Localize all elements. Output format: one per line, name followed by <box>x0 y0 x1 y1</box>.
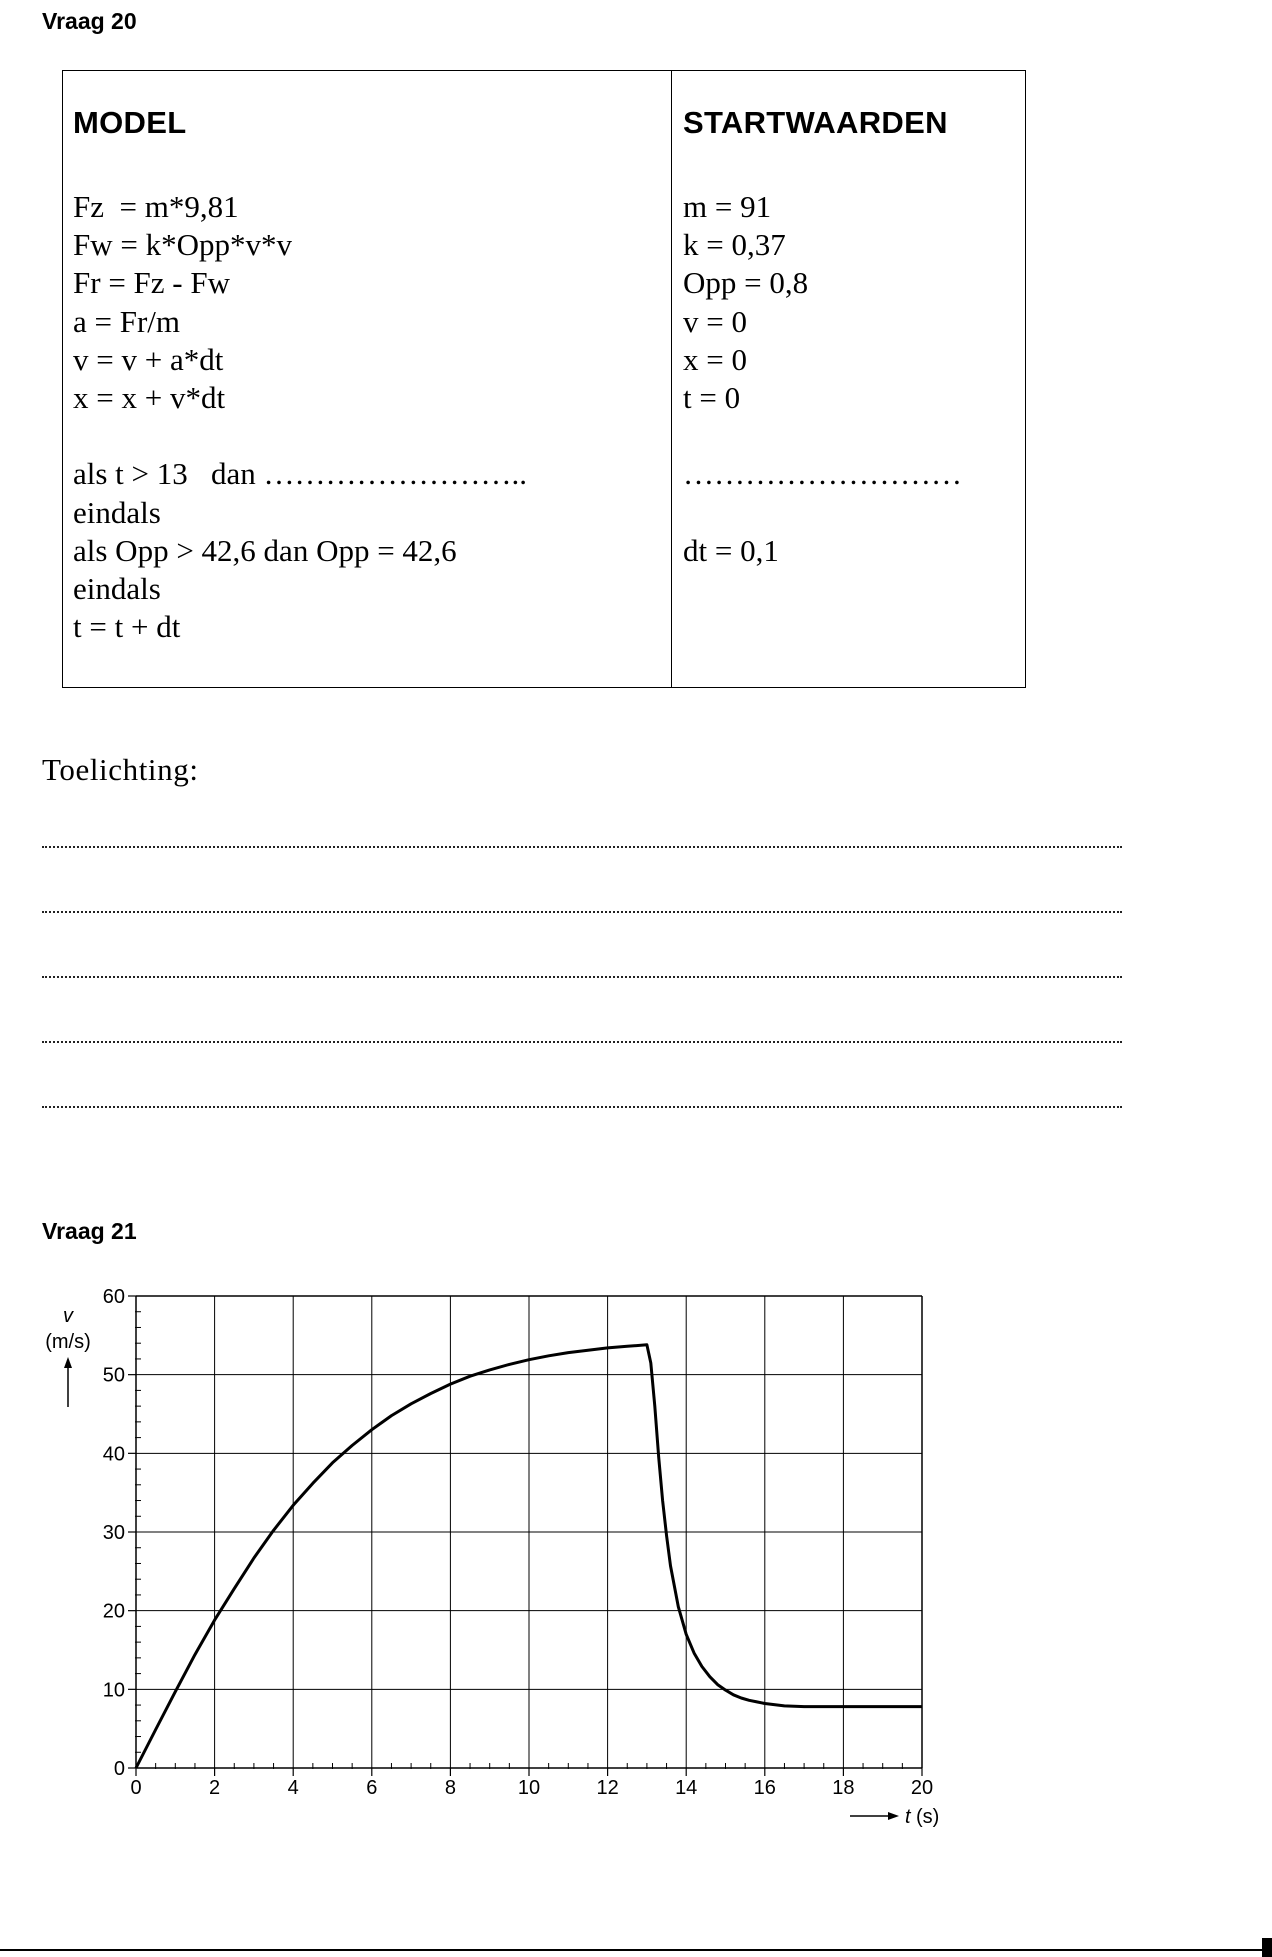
model-code-lines <box>73 188 527 646</box>
answer-line[interactable] <box>42 976 1122 978</box>
model-line: Fr = Fz - Fw <box>73 265 230 301</box>
y-tick-label: 30 <box>102 1522 125 1544</box>
page-corner-mark <box>1262 1938 1272 1957</box>
start-values-column-header: STARTWAARDEN <box>683 105 948 140</box>
model-line: Fz = m*9,81 <box>73 189 239 224</box>
x-tick-label: 12 <box>596 1777 619 1799</box>
x-tick-label: 20 <box>910 1777 934 1799</box>
start-value-line: t = 0 <box>683 379 741 415</box>
start-value-line <box>683 417 962 455</box>
model-line: eindals <box>73 570 161 606</box>
x-tick-label: 18 <box>832 1777 855 1799</box>
model-column-header: MODEL <box>73 105 187 140</box>
model-table <box>62 70 1026 688</box>
y-tick-label: 50 <box>102 1364 125 1387</box>
x-axis-arrow-icon <box>850 1812 899 1820</box>
question-20-heading: Vraag 20 <box>42 8 137 34</box>
answer-line[interactable] <box>42 911 1122 913</box>
x-tick-label: 10 <box>517 1777 541 1799</box>
model-line: x = x + v*dt <box>73 379 226 415</box>
start-value-line: k = 0,37 <box>683 227 786 263</box>
y-axis-arrow-icon <box>64 1357 72 1407</box>
column-divider <box>671 71 672 687</box>
start-value-fill-in: ……………………… <box>683 456 962 492</box>
model-line <box>73 417 527 455</box>
y-axis-unit: (m/s) <box>45 1331 91 1353</box>
page-bottom-rule <box>0 1949 1262 1951</box>
answer-line[interactable] <box>42 846 1122 848</box>
y-tick-label: 0 <box>113 1758 125 1780</box>
y-tick-label: 10 <box>102 1679 125 1702</box>
start-value-line: Opp = 0,8 <box>683 265 809 301</box>
model-line: Fw = k*Opp*v*v <box>73 227 292 263</box>
x-axis-unit: (s) <box>916 1806 940 1828</box>
explanation-label: Toelichting: <box>42 752 199 787</box>
y-tick-label: 40 <box>102 1443 125 1466</box>
start-value-line: dt = 0,1 <box>683 532 779 568</box>
answer-line[interactable] <box>42 1106 1122 1108</box>
velocity-time-chart <box>0 1280 1000 1840</box>
model-line: als Opp > 42,6 dan Opp = 42,6 <box>73 532 457 568</box>
x-tick-label: 16 <box>753 1777 776 1799</box>
y-axis-label: v <box>63 1305 73 1327</box>
x-tick-label: 0 <box>130 1777 142 1799</box>
x-tick-label: 6 <box>366 1777 378 1799</box>
x-tick-label: 14 <box>675 1777 698 1799</box>
chart-grid <box>128 1296 922 1776</box>
start-value-line: v = 0 <box>683 303 747 339</box>
answer-line[interactable] <box>42 1041 1122 1043</box>
x-tick-label: 8 <box>444 1777 456 1799</box>
model-line: v = v + a*dt <box>73 341 224 377</box>
start-value-line: m = 91 <box>683 189 772 224</box>
model-line: eindals <box>73 494 161 530</box>
y-tick-label: 60 <box>102 1286 125 1308</box>
x-axis-label: t <box>905 1806 911 1828</box>
model-line-fill-in: als t > 13 dan …………………….. <box>73 456 528 492</box>
model-line: t = t + dt <box>73 609 181 645</box>
question-21-heading: Vraag 21 <box>42 1218 137 1244</box>
start-value-line: x = 0 <box>683 341 747 377</box>
chart-minor-ticks <box>135 1312 902 1769</box>
model-line: a = Fr/m <box>73 303 181 339</box>
x-tick-label: 2 <box>209 1777 221 1799</box>
y-tick-label: 20 <box>102 1600 125 1623</box>
start-value-line <box>683 494 962 532</box>
start-values-lines <box>683 188 962 570</box>
x-tick-label: 4 <box>287 1777 299 1799</box>
